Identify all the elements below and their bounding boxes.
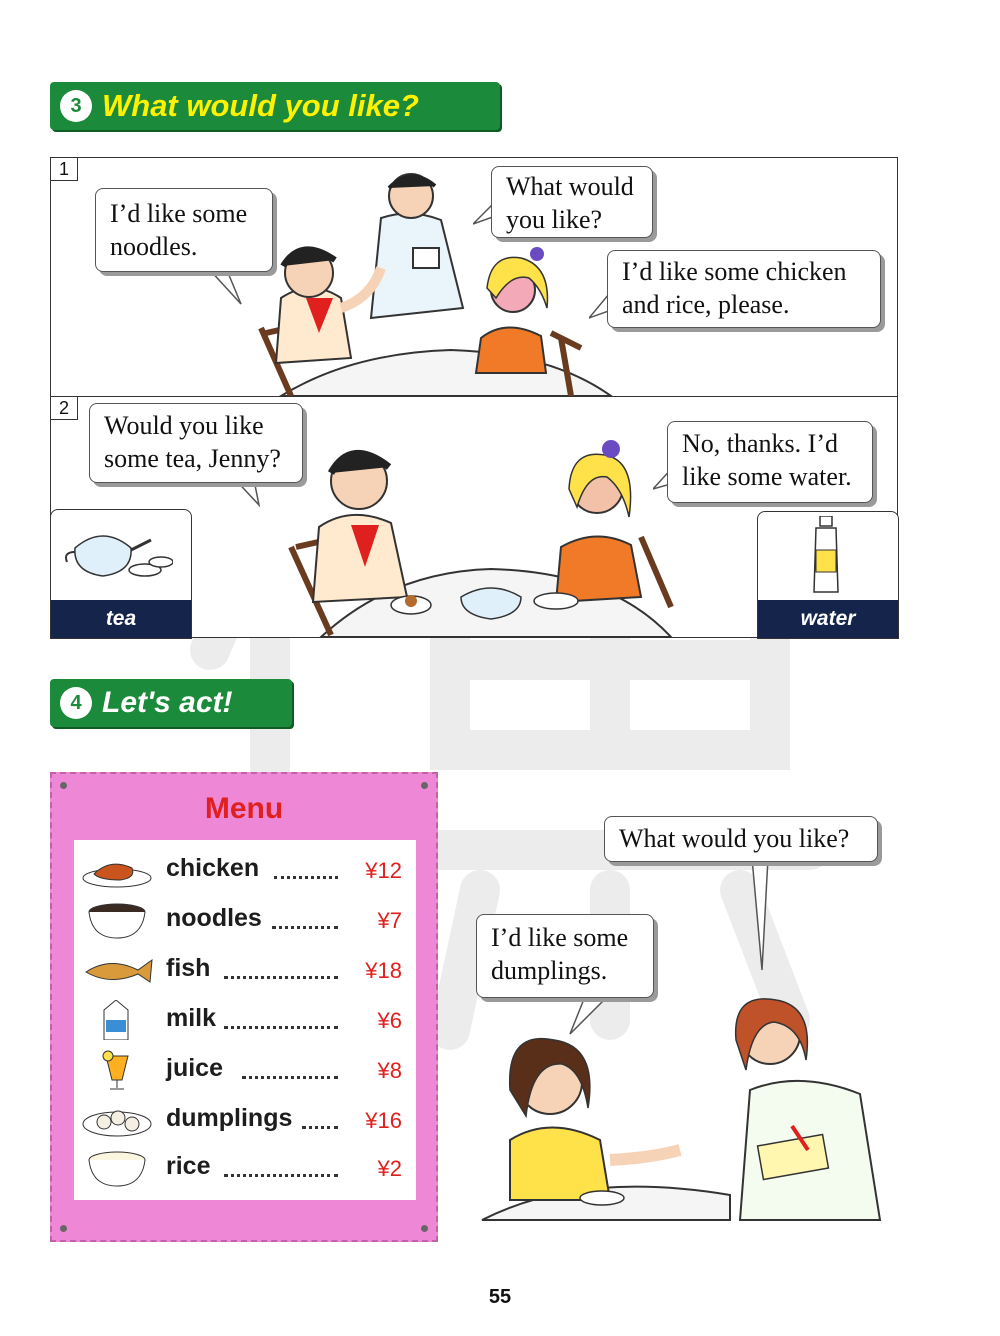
bubble-line: What would you like? (619, 824, 850, 853)
menu-item (74, 1146, 416, 1192)
menu-item-price: ¥7 (377, 908, 402, 933)
menu-item (74, 898, 416, 944)
rice-bowl-icon (80, 1148, 154, 1188)
speech-bubble-boy (95, 188, 273, 272)
water-card (757, 511, 899, 639)
menu-item-name: noodles (166, 904, 262, 932)
leader-dots (302, 1112, 338, 1129)
bubble-line: No, thanks. I’d (682, 429, 838, 458)
speech-bubble-girl (607, 250, 881, 328)
menu-item (74, 1098, 416, 1144)
noodle-bowl-icon (80, 900, 154, 940)
speech-bubble-girl (476, 914, 654, 998)
bubble-line: I’d like some (110, 199, 248, 228)
tea-label: tea (51, 600, 191, 638)
menu-item (74, 1048, 416, 1094)
milk-carton-icon (80, 1000, 154, 1040)
bubble-line: dumplings. (491, 956, 608, 985)
leader-dots (224, 1160, 338, 1177)
section-4-title: Let's act! (102, 686, 233, 719)
fish-icon (80, 950, 154, 990)
section-3-number: 3 (60, 90, 92, 122)
bubble-line: some tea, Jenny? (104, 444, 281, 473)
menu-item-price: ¥18 (365, 958, 402, 983)
bubble-line: you like? (506, 205, 603, 234)
bubble-line: I’d like some chicken (622, 257, 847, 286)
bubble-line: like some water. (682, 462, 852, 491)
bubble-line: What would (506, 172, 634, 201)
pin (60, 782, 67, 789)
menu-list (74, 840, 416, 1200)
roast-chicken-icon (80, 850, 154, 890)
menu-board (50, 772, 438, 1242)
section-3-title: What would you like? (102, 88, 419, 123)
bubble-line: I’d like some (491, 923, 629, 952)
pin (421, 782, 428, 789)
bubble-line: and rice, please. (622, 290, 790, 319)
menu-item-name: juice (166, 1054, 223, 1082)
menu-title: Menu (204, 792, 284, 825)
leader-dots (272, 912, 338, 929)
pin (421, 1225, 428, 1232)
water-bottle-icon (806, 516, 846, 596)
bubble-line: Would you like (104, 411, 264, 440)
menu-item-price: ¥12 (365, 858, 402, 883)
menu-item-name: rice (166, 1152, 211, 1180)
menu-item-price: ¥6 (377, 1008, 402, 1033)
section-4-number: 4 (60, 687, 92, 719)
menu-item-name: fish (166, 954, 211, 982)
speech-bubble-girl (667, 421, 873, 503)
bubble-tail (206, 268, 246, 308)
bubble-tail (566, 994, 616, 1038)
juice-glass-icon (80, 1050, 154, 1090)
dumplings-plate-icon (80, 1100, 154, 1140)
panel-2-number: 2 (50, 396, 78, 420)
speech-bubble-waitress (604, 816, 878, 862)
menu-item-price: ¥8 (377, 1058, 402, 1083)
panel-1 (50, 157, 898, 397)
menu-item-price: ¥16 (365, 1108, 402, 1133)
menu-item-name: dumplings (166, 1104, 293, 1132)
menu-item-price: ¥2 (377, 1156, 402, 1181)
menu-item (74, 848, 416, 894)
panel-2 (50, 396, 898, 638)
leader-dots (224, 962, 338, 979)
bubble-tail (744, 858, 774, 974)
bubble-line: noodles. (110, 232, 198, 261)
leader-dots (242, 1062, 338, 1079)
section-4-banner (50, 679, 292, 727)
speech-bubble-waiter (491, 166, 653, 238)
water-label: water (758, 600, 898, 638)
page-number: 55 (488, 1286, 512, 1308)
speech-bubble-boy (89, 403, 303, 483)
pin (60, 1225, 67, 1232)
leader-dots (274, 862, 338, 879)
panel-1-number: 1 (50, 157, 78, 181)
menu-item (74, 948, 416, 994)
leader-dots (224, 1012, 338, 1029)
teapot-icon (63, 518, 173, 588)
menu-item (74, 998, 416, 1044)
act-illustration (470, 990, 900, 1230)
menu-item-name: milk (166, 1004, 217, 1032)
section-3-banner (50, 82, 500, 130)
tea-card (50, 509, 192, 639)
menu-item-name: chicken (166, 854, 260, 882)
